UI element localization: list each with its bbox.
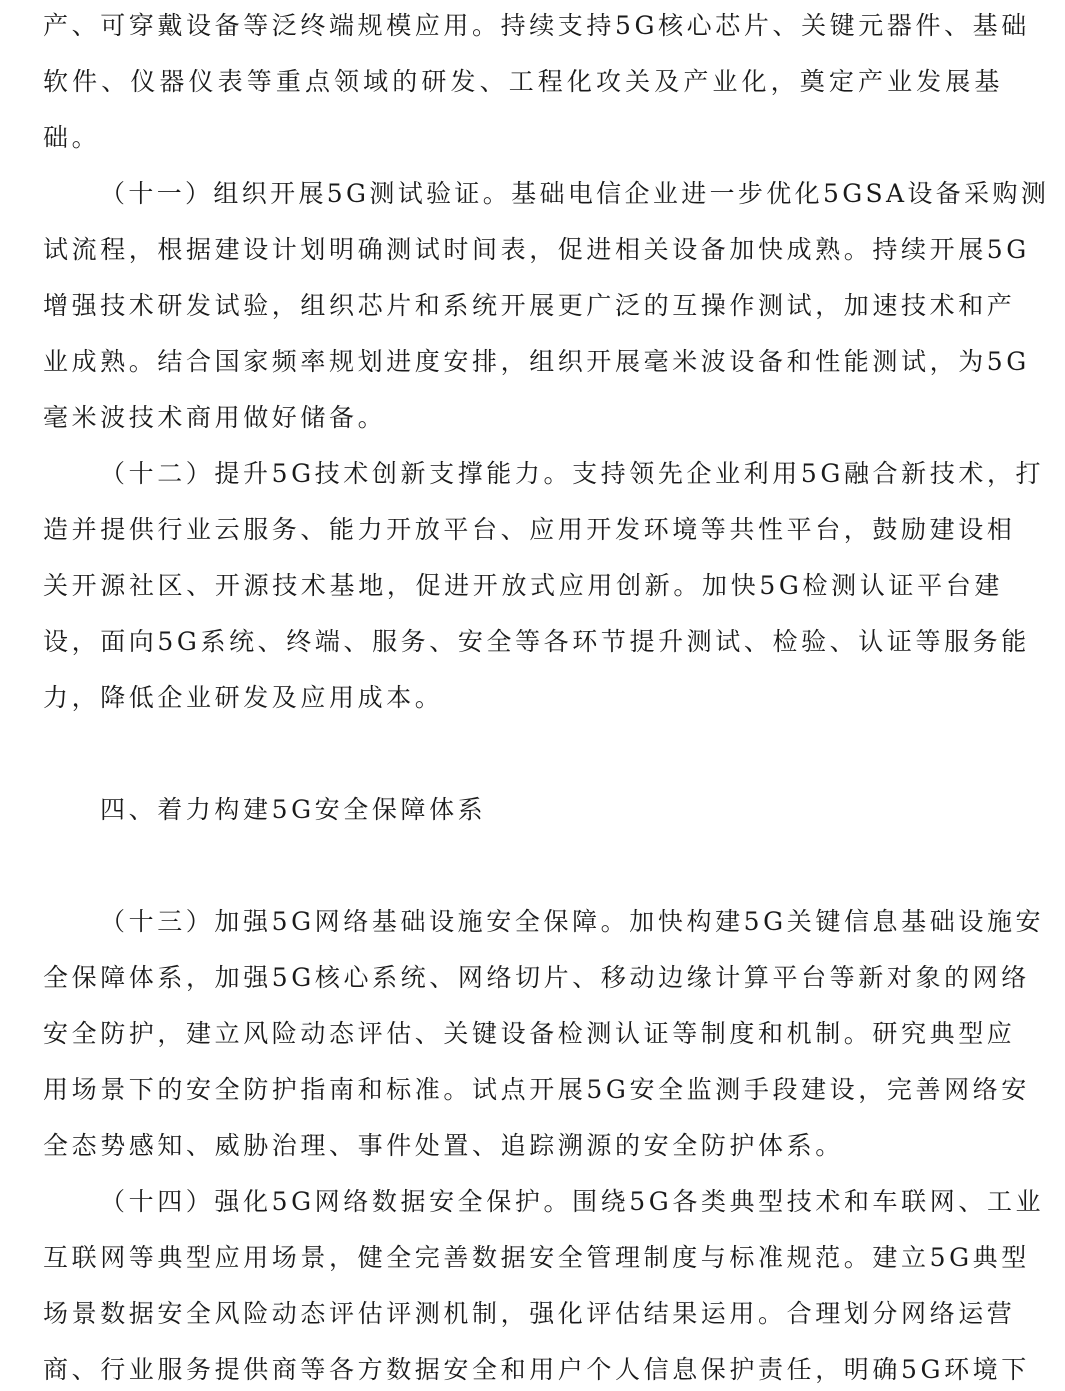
text-line: 造并提供行业云服务、能力开放平台、应用开发环境等共性平台，鼓励建设相 xyxy=(43,515,1016,544)
text-line: 互联网等典型应用场景，健全完善数据安全管理制度与标准规范。建立5G典型 xyxy=(43,1243,1030,1272)
text-line: 试流程，根据建设计划明确测试时间表，促进相关设备加快成熟。持续开展5G xyxy=(43,235,1030,264)
text-line: 增强技术研发试验，组织芯片和系统开展更广泛的互操作测试，加速技术和产 xyxy=(43,291,1016,320)
text-line: （十二）提升5G技术创新支撑能力。支持领先企业利用5G融合新技术，打 xyxy=(100,459,1045,488)
text-line: 础。 xyxy=(43,123,101,152)
text-line: 全态势感知、威胁治理、事件处置、追踪溯源的安全防护体系。 xyxy=(43,1131,844,1160)
text-line: 全保障体系，加强5G核心系统、网络切片、移动边缘计算平台等新对象的网络 xyxy=(43,963,1030,992)
text-line: 用场景下的安全防护指南和标准。试点开展5G安全监测手段建设，完善网络安 xyxy=(43,1075,1030,1104)
text-line: （十四）强化5G网络数据安全保护。围绕5G各类典型技术和车联网、工业 xyxy=(100,1187,1045,1216)
text-line: 设，面向5G系统、终端、服务、安全等各环节提升测试、检验、认证等服务能 xyxy=(43,627,1030,656)
text-line: 毫米波技术商用做好储备。 xyxy=(43,403,387,432)
text-line: 软件、仪器仪表等重点领域的研发、工程化攻关及产业化，奠定产业发展基 xyxy=(43,67,1003,96)
text-line: 关开源社区、开源技术基地，促进开放式应用创新。加快5G检测认证平台建 xyxy=(43,571,1003,600)
text-line: 安全防护，建立风险动态评估、关键设备检测认证等制度和机制。研究典型应 xyxy=(43,1019,1016,1048)
text-line: 力，降低企业研发及应用成本。 xyxy=(43,683,444,712)
text-line: 产、可穿戴设备等泛终端规模应用。持续支持5G核心芯片、关键元器件、基础 xyxy=(43,11,1030,40)
text-line: 商、行业服务提供商等各方数据安全和用户个人信息保护责任，明确5G环境下 xyxy=(43,1355,1030,1384)
text-line: 场景数据安全风险动态评估评测机制，强化评估结果运用。合理划分网络运营 xyxy=(43,1299,1016,1328)
text-line: （十三）加强5G网络基础设施安全保障。加快构建5G关键信息基础设施安 xyxy=(100,907,1045,936)
text-line: 业成熟。结合国家频率规划进度安排，组织开展毫米波设备和性能测试，为5G xyxy=(43,347,1030,376)
section-heading: 四、着力构建5G安全保障体系 xyxy=(100,795,487,824)
text-line: （十一）组织开展5G测试验证。基础电信企业进一步优化5GSA设备采购测 xyxy=(100,179,1050,208)
